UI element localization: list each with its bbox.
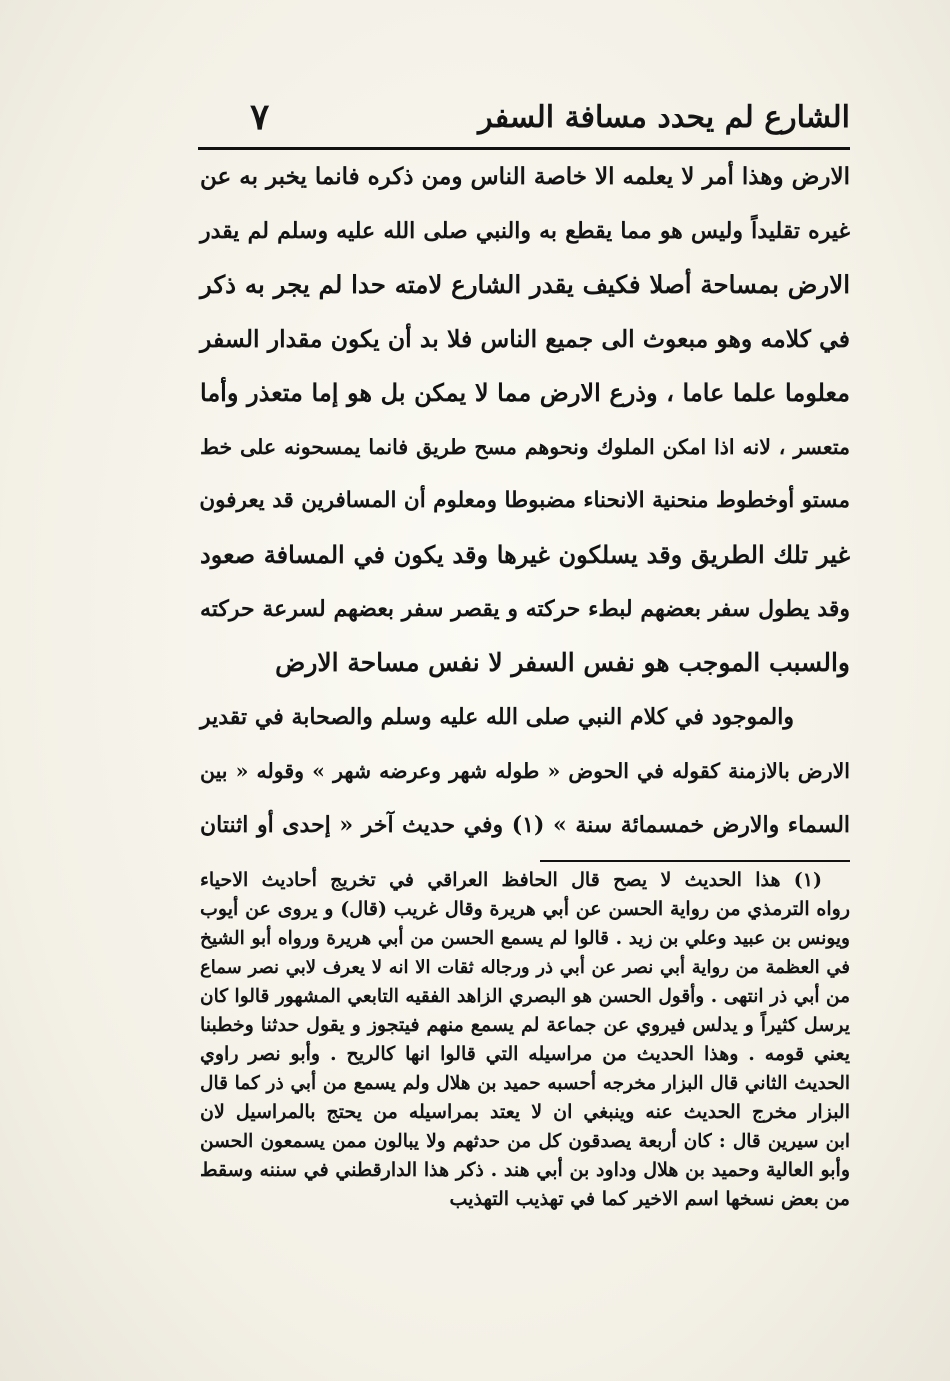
body-line: السماء والارض خمسمائة سنة » (١) وفي حديث آخر « إحدى أو اثنتان [200, 812, 851, 838]
footnote-line: البزار مخرج الحديث عنه وينبغي ان لا يعتد بمراسيله من يحتج بالمراسيل لان [200, 1101, 850, 1123]
footnote-line: في العظمة من رواية أبي نصر عن أبي ذر ورجاله ثقات الا انه لا يعرف لابي نصر سماع [200, 957, 850, 978]
footnote-line: من أبي ذر انتهى . وأقول الحسن هو البصري الزاهد الفقيه التابعي المشهور قالوا كان [200, 986, 850, 1007]
paragraph-start-line: والموجود في كلام النبي صلى الله عليه وسلم والصحابة في تقدير [200, 704, 794, 730]
body-line: وقد يطول سفر بعضهم لبطء حركته و يقصر سفر بعضهم لسرعة حركته [200, 596, 850, 622]
footnote-line: ابن سيرين قال : كان أربعة يصدقون كل من حدثهم ولا يبالون ممن يسمعون الحسن [200, 1131, 850, 1152]
body-line: الارض بالازمنة كقوله في الحوض « طوله شهر وعرضه شهر » وقوله « بين [200, 759, 850, 783]
footnote-line: من بعض نسخها اسم الاخير كما في تهذيب التهذيب [449, 1188, 850, 1210]
body-line: غير تلك الطريق وقد يسلكون غيرها وقد يكون في المسافة صعود [200, 540, 850, 569]
running-title: الشارع لم يحدد مسافة السفر [478, 100, 850, 135]
footnote-divider [540, 860, 850, 862]
footnote-line: يرسل كثيراً و يدلس فيروي عن جماعة لم يسمع منهم فيتجوز و يقول حدثنا وخطبنا [200, 1014, 850, 1036]
footnote-line: وأبو العالية وحميد بن هلال وداود بن أبي هند . ذكر هذا الدارقطني في سننه وسقط [200, 1159, 850, 1181]
main-text [200, 150, 850, 852]
footnotes [200, 866, 850, 1214]
paragraph-end-line: والسبب الموجب هو نفس السفر لا نفس مساحة الارض [275, 648, 850, 677]
body-line: متعسر ، لانه اذا امكن الملوك ونحوهم مسح طريق فانما يمسحونه على خط [200, 435, 850, 459]
body-line: في كلامه وهو مبعوث الى جميع الناس فلا بد أن يكون مقدار السفر [200, 325, 850, 353]
footnote-line: ويونس بن عبيد وعلي بن زيد . قالوا لم يسمع الحسن من أبي هريرة ورواه أبو الشيخ [200, 928, 850, 949]
footnote-line: (١) هذا الحديث لا يصح قال الحافظ العراقي في تخريج أحاديث الاحياء [200, 869, 822, 891]
page-header [200, 92, 850, 148]
footnote-line: رواه الترمذي من رواية الحسن عن أبي هريرة وقال غريب (قال) و يروى عن أيوب [200, 898, 850, 920]
body-line: غيره تقليداً وليس هو مما يقطع به والنبي صلى الله عليه وسلم لم يقدر [200, 218, 850, 244]
body-line: معلوما علما عاما ، وذرع الارض مما لا يمكن بل هو إما متعذر وأما [200, 378, 850, 407]
body-line: الارض بمساحة أصلا فكيف يقدر الشارع لامته حدا لم يجر به ذكر [200, 270, 850, 299]
footnote-line: يعني قومه . وهذا الحديث من مراسيله التي قالوا انها كالريح . وأبو نصر راوي [200, 1043, 850, 1065]
footnote-line: الحديث الثاني قال البزار مخرجه أحسبه حميد بن هلال ولم يسمع من أبي ذر كما قال [200, 1073, 850, 1094]
body-line: مستو أوخطوط منحنية الانحناء مضبوطا ومعلوم أن المسافرين قد يعرفون [199, 488, 850, 513]
body-line: الارض وهذا أمر لا يعلمه الا خاصة الناس ومن ذكره فانما يخبر به عن [200, 163, 850, 190]
page-number: ٧ [250, 96, 270, 138]
